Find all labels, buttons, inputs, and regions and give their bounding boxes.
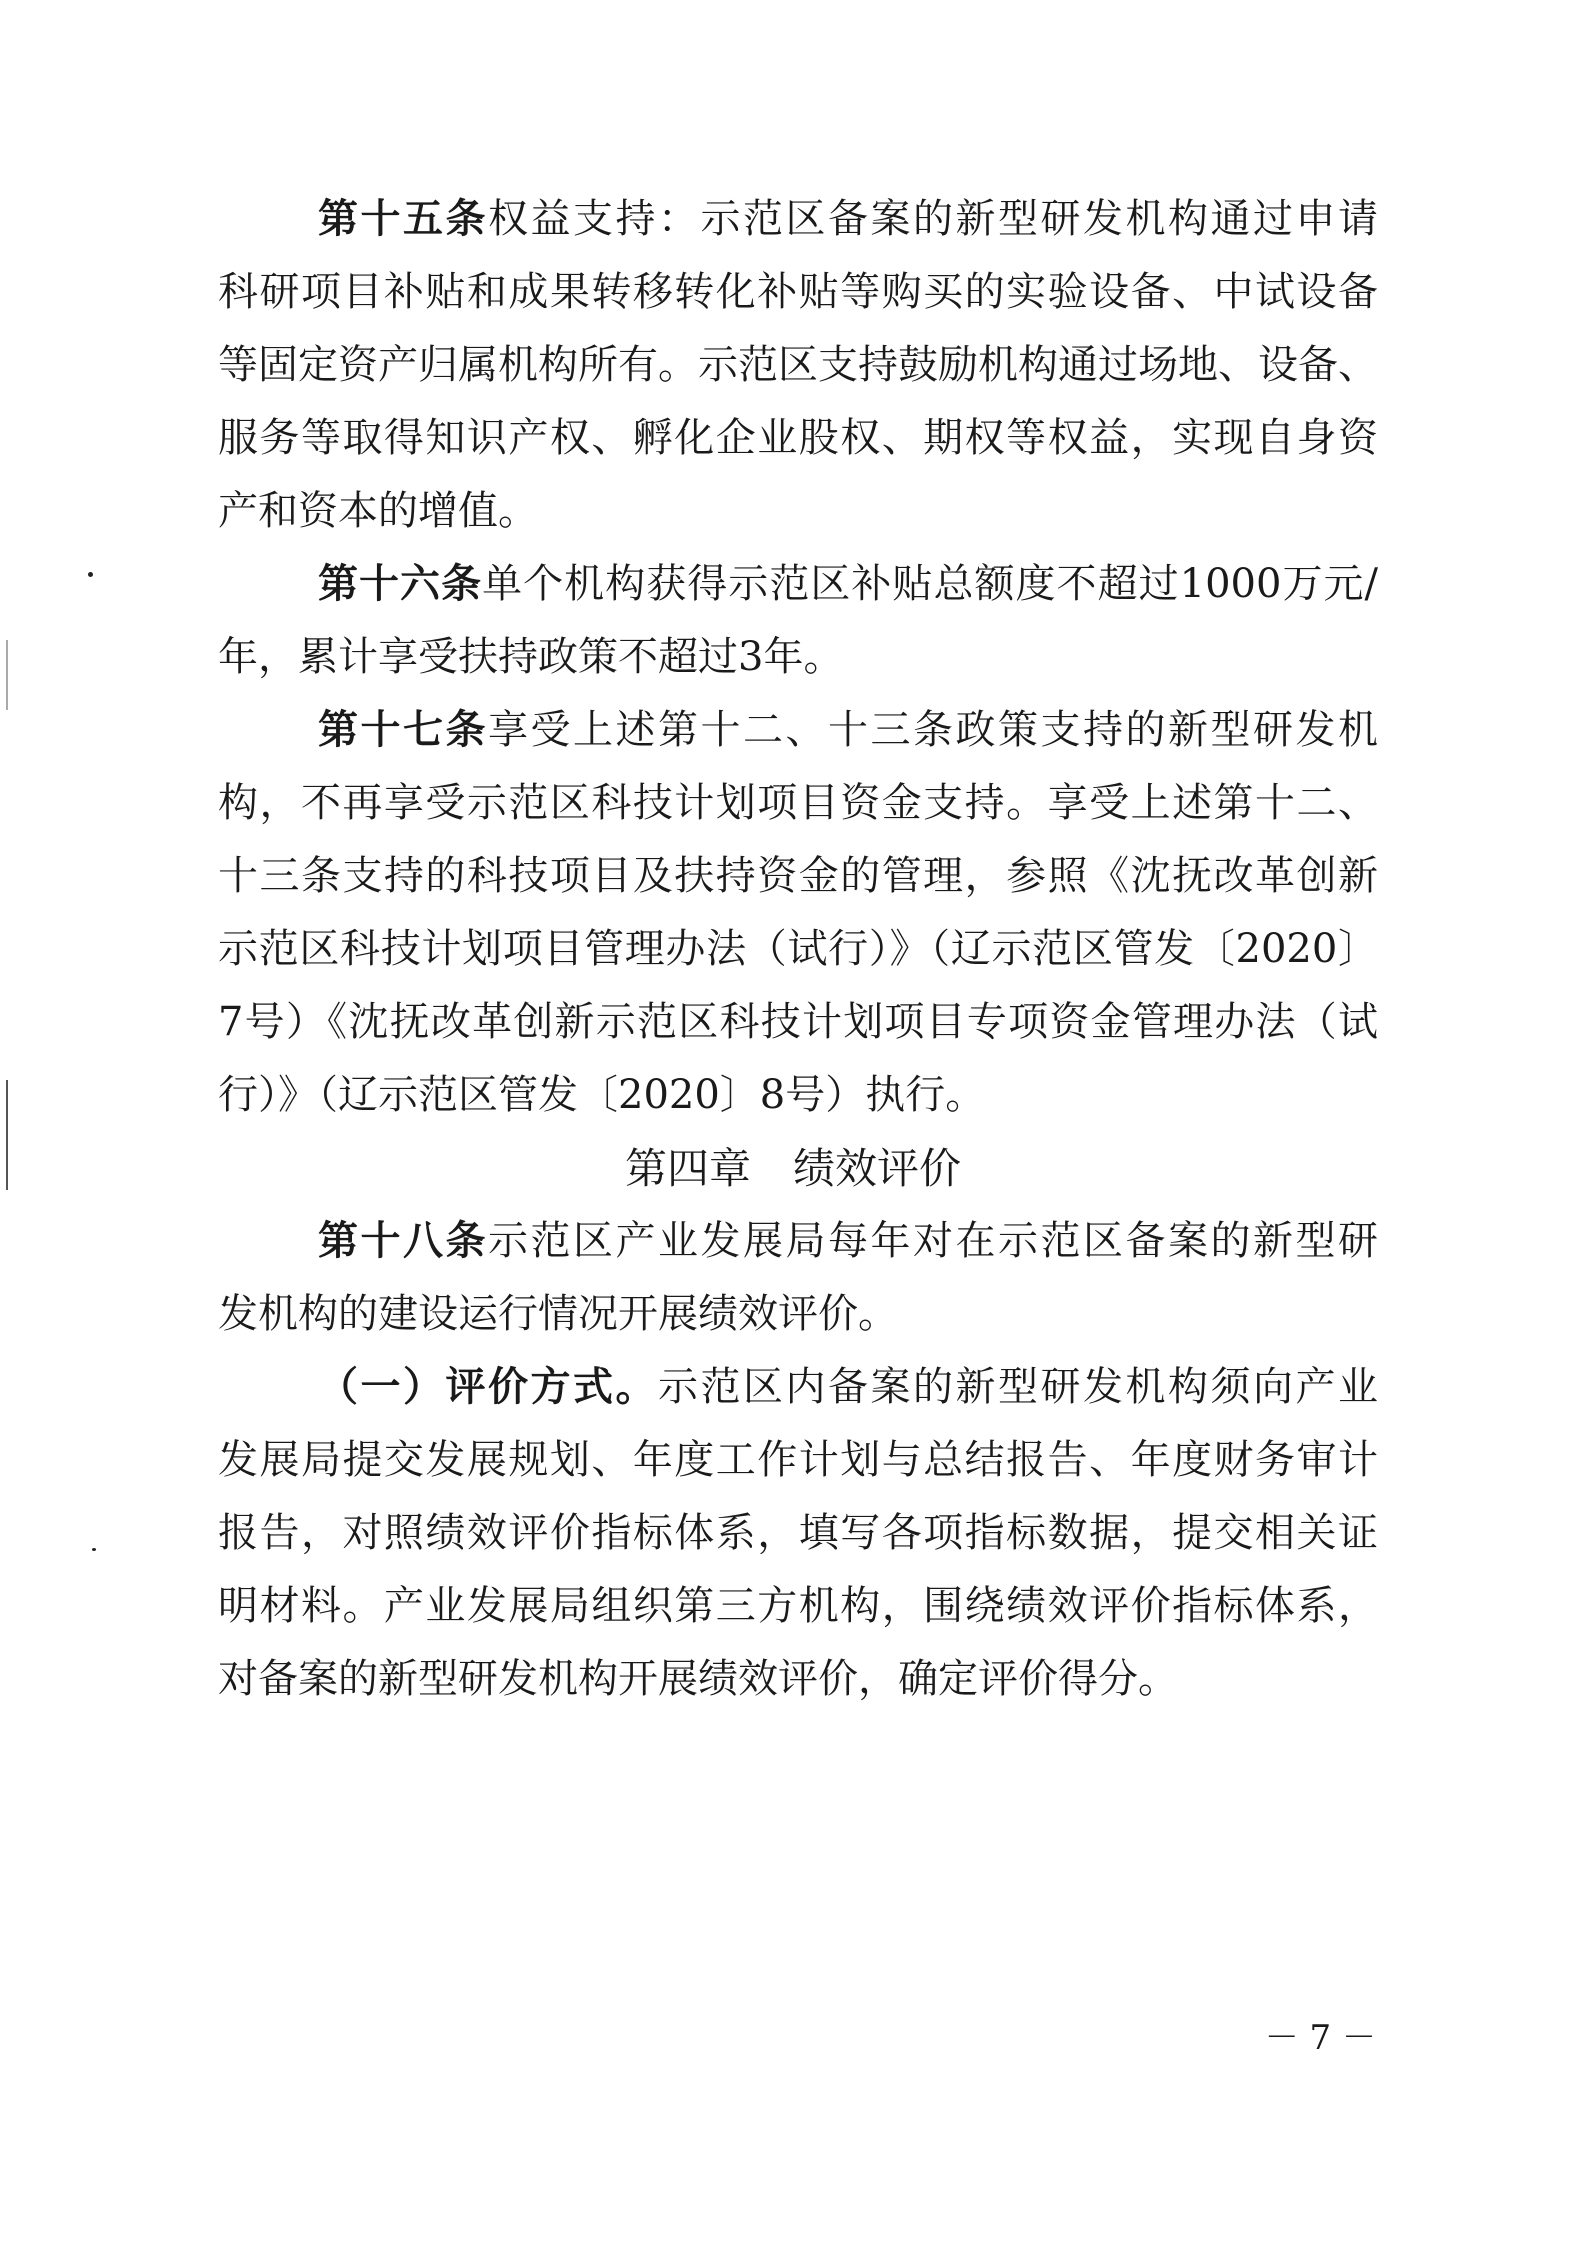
section1-line2: 发展局提交发展规划、年度工作计划与总结报告、年度财务审计 [218, 1437, 1378, 1483]
section1-line3: 报告，对照绩效评价指标体系，填写各项指标数据，提交相关证 [218, 1510, 1378, 1556]
scan-edge-mark [6, 1080, 8, 1190]
article17-line4: 示范区科技计划项目管理办法（试行）》（辽示范区管发〔2020〕 [218, 926, 1378, 972]
scan-edge-mark [6, 640, 8, 710]
article18-heading: 第十八条 [318, 1218, 488, 1264]
article15-line3: 等固定资产归属机构所有。示范区支持鼓励机构通过场地、设备、 [218, 342, 1378, 388]
article16-line2: 年，累计享受扶持政策不超过3年。 [218, 634, 844, 680]
article15-heading: 第十五条 [318, 196, 488, 242]
article16-heading: 第十六条 [318, 561, 483, 607]
article15-line2: 科研项目补贴和成果转移转化补贴等购买的实验设备、中试设备 [218, 269, 1378, 315]
article17-line3: 十三条支持的科技项目及扶持资金的管理，参照《沈抚改革创新 [218, 853, 1378, 899]
section1-line4: 明材料。产业发展局组织第三方机构，围绕绩效评价指标体系， [218, 1583, 1378, 1629]
article17-line6: 行）》（辽示范区管发〔2020〕8号）执行。 [218, 1072, 986, 1118]
chapter-title: 第四章 绩效评价 [624, 1144, 961, 1193]
article17-heading: 第十七条 [318, 707, 488, 753]
page-number: － 7 － [1264, 2018, 1376, 2058]
article15-line1: 第十五条权益支持：示范区备案的新型研发机构通过申请 [318, 196, 1378, 242]
article17-line2: 构，不再享受示范区科技计划项目资金支持。享受上述第十二、 [218, 780, 1378, 826]
scan-speck [88, 572, 93, 577]
article16-line1: 第十六条单个机构获得示范区补贴总额度不超过1000万元/ [318, 561, 1378, 607]
article18-line1: 第十八条示范区产业发展局每年对在示范区备案的新型研 [318, 1218, 1378, 1264]
article17-line5: 7号）《沈抚改革创新示范区科技计划项目专项资金管理办法（试 [218, 999, 1378, 1045]
article15-line4: 服务等取得知识产权、孵化企业股权、期权等权益，实现自身资 [218, 415, 1378, 461]
section1-line1: （一）评价方式。示范区内备案的新型研发机构须向产业 [318, 1364, 1378, 1410]
article18-line2: 发机构的建设运行情况开展绩效评价。 [218, 1291, 898, 1337]
section1-line5: 对备案的新型研发机构开展绩效评价，确定评价得分。 [218, 1656, 1178, 1702]
section1-heading: （一）评价方式。 [318, 1364, 658, 1410]
article17-line1: 第十七条享受上述第十二、十三条政策支持的新型研发机 [318, 707, 1378, 753]
article15-line5: 产和资本的增值。 [218, 488, 538, 534]
scan-speck [92, 1548, 96, 1551]
